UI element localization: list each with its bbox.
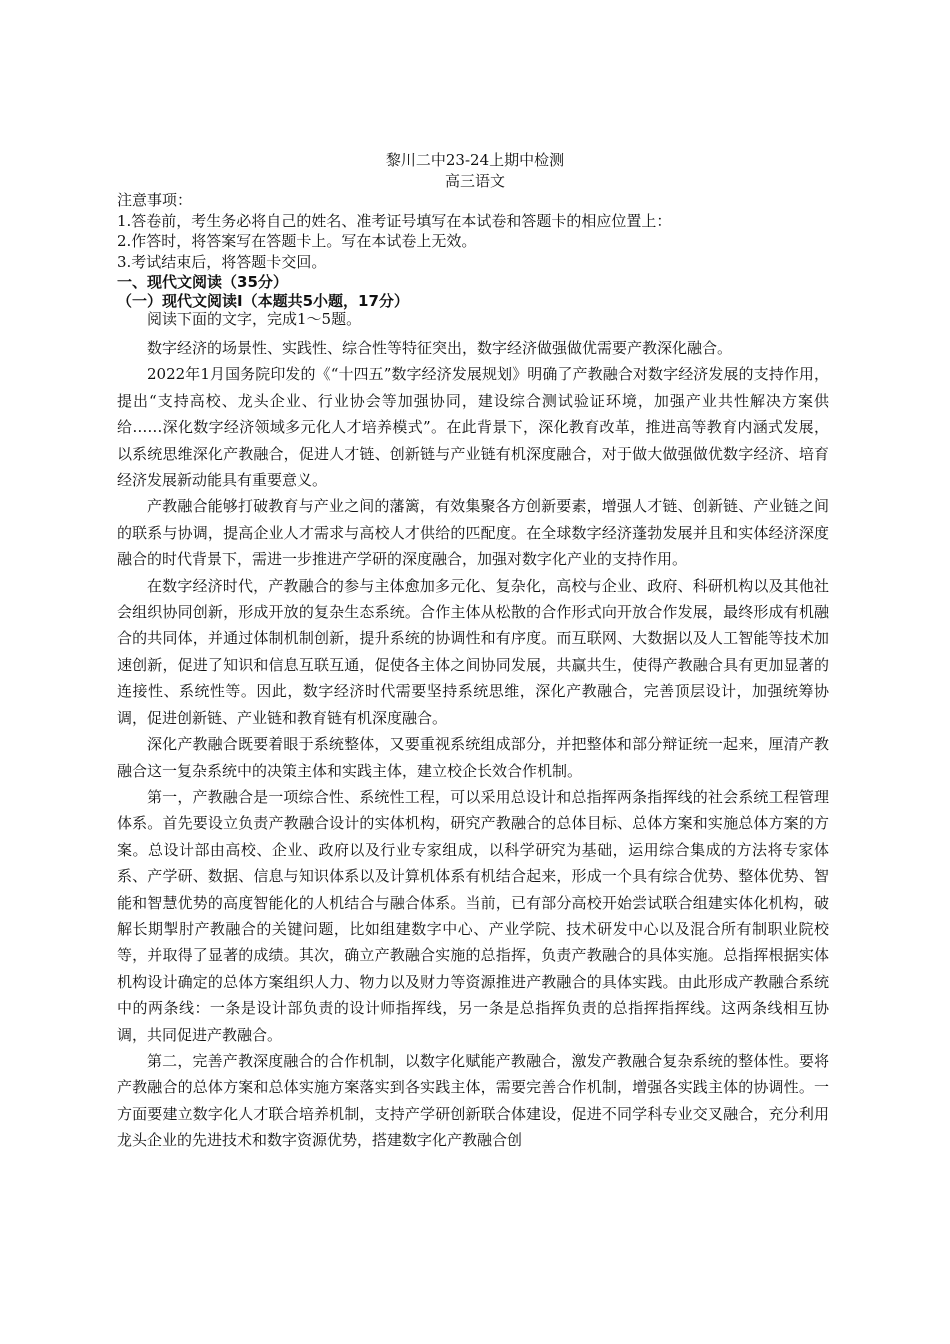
passage-paragraph: 第一，产教融合是一项综合性、系统性工程，可以采用总设计和总指挥两条指挥线的社会系统工程管理体系。首先要设立负责产教融合设计的实体机构，研究产教融合的总体目标、总体方案和实施总体方案的方案。总设计部由高校、企业、政府以及行业专家组成，以科学研究为基础，运用综合集成的方法将专家体系、产学研、数据、信息与知识体系以及计算机体系有机结合起来，形成一个具有综合优势、整体优势、智能和智慧优势的高度智能化的人机结合与融合体系。当前，已有部分高校开始尝试联合组建实体化机构，破解长期掣肘产教融合的关键问题，比如组建数字中心、产业学院、技术研发中心以及混合所有制职业院校等，并取得了显著的成绩。其次，确立产教融合实施的总指挥，负责产教融合的具体实施。总指挥根据实体机构设计确定的总体方案组织人力、物力以及财力等资源推进产教融合的具体实践。由此形成产教融合系统中的两条线：一条是设计部负责的设计师指挥线，另一条是总指挥负责的总指挥指挥线。这两条线相互协调，共同促进产教融合。 bbox=[117, 787, 829, 1044]
exam-notes bbox=[117, 190, 837, 272]
exam-title: 黎川二中23-24上期中检测 bbox=[385, 151, 565, 169]
note-item: 3.考试结束后，将答题卡交回。 bbox=[117, 252, 327, 271]
reading-instruction: 阅读下面的文字，完成1～5题。 bbox=[147, 310, 362, 328]
passage-paragraph: 产教融合能够打破教育与产业之间的藩篱，有效集聚各方创新要素，增强人才链、创新链、产业链之间的联系与协调，提高企业人才需求与高校人才供给的匹配度。在全球数字经济蓬勃发展并且和实体经济深度融合的时代背景下，需进一步推进产学研的深度融合，加强对数字化产业的支持作用。 bbox=[117, 497, 829, 569]
subsection-heading: （一）现代文阅读Ⅰ（本题共5小题，17分） bbox=[117, 292, 409, 310]
note-item: 1.答卷前，考生务必将自己的姓名、准考证号填写在本试卷和答题卡的相应位置上： bbox=[117, 211, 672, 230]
passage-paragraph: 在数字经济时代，产教融合的参与主体愈加多元化、复杂化，高校与企业、政府、科研机构以及其他社会组织协同创新，形成开放的复杂生态系统。合作主体从松散的合作形式向开放合作发展，最终形成有机融合的共同体，并通过体制机制创新，提升系统的协调性和有序度。而互联网、大数据以及人工智能等技术加速创新，促进了知识和信息互联互通，促使各主体之间协同发展，共赢共生，使得产教融合具有更加显著的连接性、系统性等。因此，数字经济时代需要坚持系统思维，深化产教融合，完善顶层设计，加强统筹协调，促进创新链、产业链和教育链有机深度融合。 bbox=[117, 576, 829, 727]
section-heading: 一、现代文阅读（35分） bbox=[117, 273, 288, 291]
reading-passage bbox=[117, 309, 829, 1154]
passage-paragraph: 2022年1月国务院印发的《“十四五”数字经济发展规划》明确了产教融合对数字经济发展的支持作用，提出“支持高校、龙头企业、行业协会等加强协同，建设综合测试验证环境，加强产业共性解决方案供给……深化数字经济领域多元化人才培养模式”。在此背景下，深化教育改革，推进高等教育内涵式发展，以系统思维深化产教融合，促进人才链、创新链与产业链有机深度融合，对于做大做强做优数字经济、培育经济发展新动能具有重要意义。 bbox=[117, 365, 829, 490]
passage-paragraph: 第二，完善产教深度融合的合作机制，以数字化赋能产教融合，激发产教融合复杂系统的整体性。要将产教融合的总体方案和总体实施方案落实到各实践主体，需要完善合作机制，增强各实践主体的协调性。一方面要建立数字化人才联合培养机制，支持产学研创新联合体建设，促进不同学科专业交叉融合，充分利用龙头企业的先进技术和数字资源优势，搭建数字化产教融合创 bbox=[117, 1051, 829, 1150]
notes-label: 注意事项： bbox=[117, 191, 193, 209]
note-item: 2.作答时，将答案写在答题卡上。写在本试卷上无效。 bbox=[117, 232, 477, 250]
passage-paragraph: 深化产教融合既要着眼于系统整体，又要重视系统组成部分，并把整体和部分辩证统一起来，厘清产教融合这一复杂系统中的决策主体和实践主体，建立校企长效合作机制。 bbox=[117, 735, 829, 780]
subject-title: 高三语文 bbox=[444, 172, 505, 190]
passage-paragraph: 数字经济的场景性、实践性、综合性等特征突出，数字经济做强做优需要产教深化融合。 bbox=[147, 339, 733, 357]
